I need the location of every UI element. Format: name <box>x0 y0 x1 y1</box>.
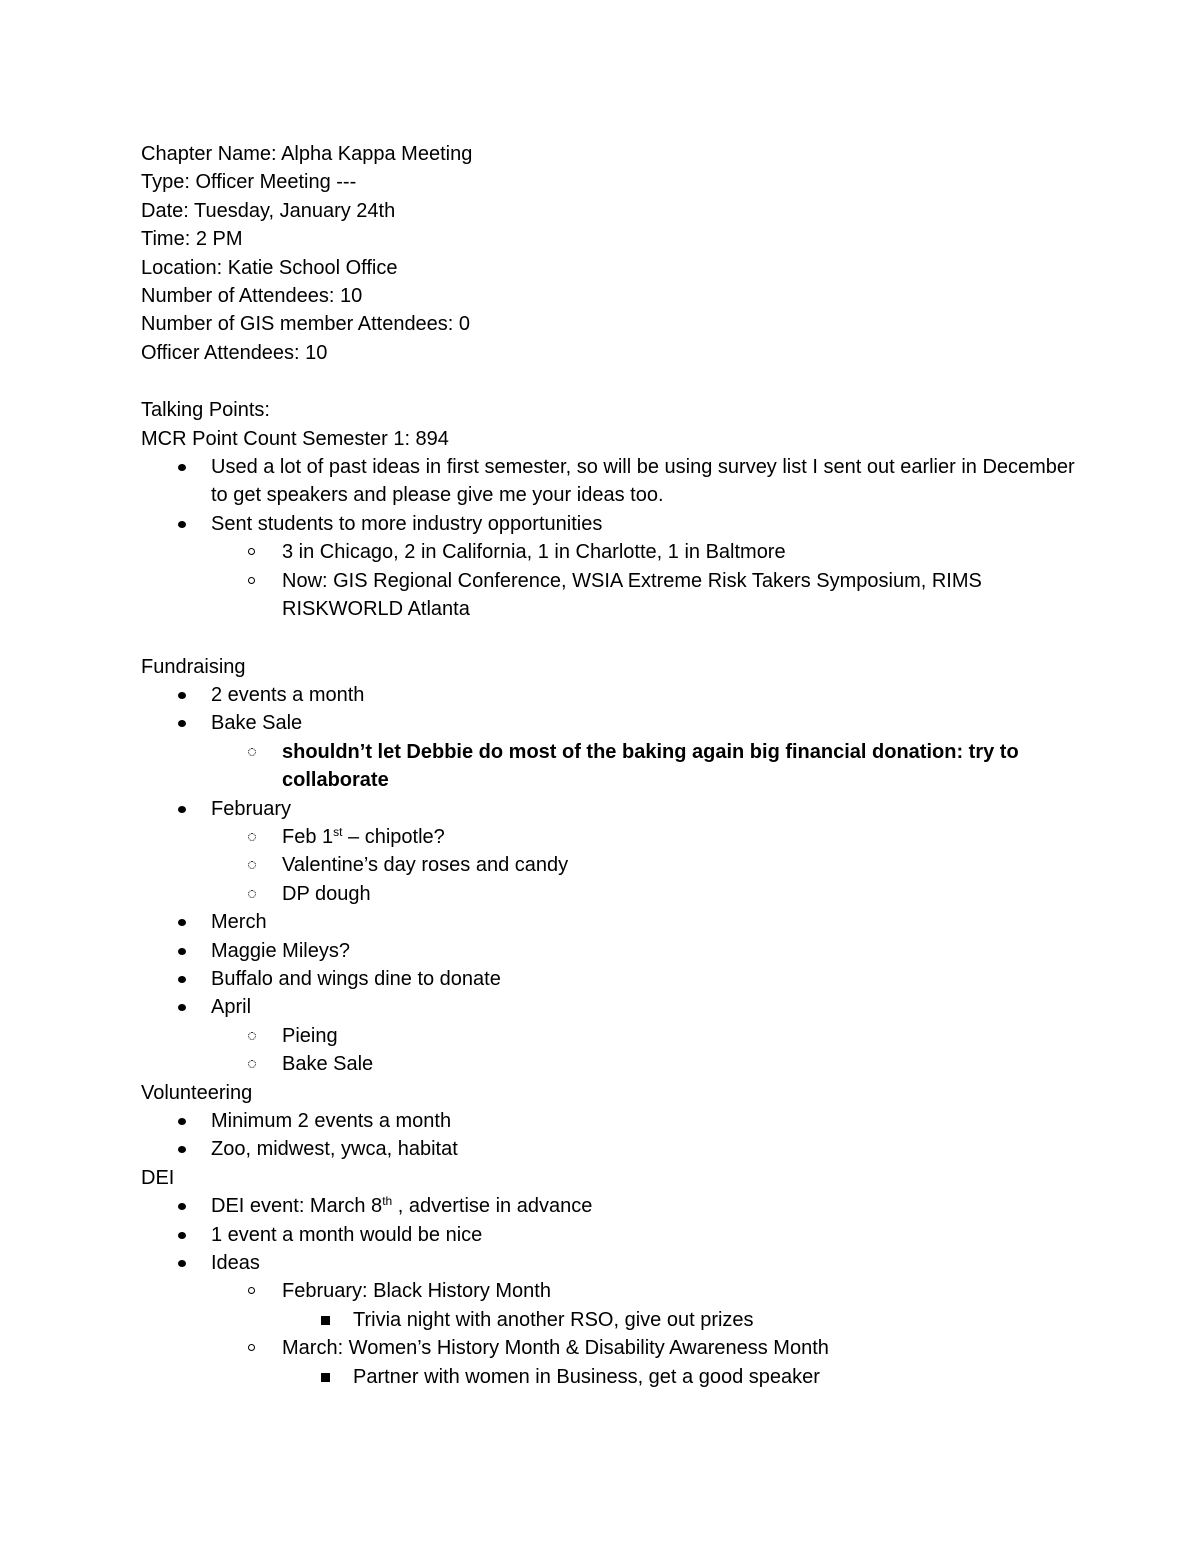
list-item-text: Merch <box>211 911 267 934</box>
bullet-dotted-circle-icon <box>246 1050 260 1078</box>
gis-attendee-count: Number of GIS member Attendees: 0 <box>141 313 471 336</box>
list-item <box>141 567 1081 624</box>
list-item <box>141 453 1081 510</box>
list-item-text: Pieing <box>282 1024 338 1047</box>
bullet-disc-icon <box>176 1192 190 1220</box>
fundraising-heading: Fundraising <box>141 655 246 678</box>
list-item-text: Maggie Mileys? <box>211 939 350 962</box>
list-item <box>141 1334 1081 1362</box>
bullet-disc-icon <box>176 681 190 709</box>
spacer <box>141 624 1081 653</box>
list-item-text: Minimum 2 events a month <box>211 1110 452 1132</box>
list-item <box>141 1050 1081 1078</box>
bullet-disc-icon <box>176 709 190 737</box>
list-item <box>141 1277 1081 1305</box>
list-item-text: Bake Sale <box>211 712 303 735</box>
list-item-text: DP dough <box>282 882 371 905</box>
spacer <box>141 367 1081 396</box>
list-item-text: shouldn’t let Debbie do most of the baking again big financial donation: try to collaborate <box>282 740 1019 792</box>
list-item-text: Bake Sale <box>282 1053 374 1076</box>
list-item-text: 2 events a month <box>211 683 365 706</box>
bullet-dotted-circle-icon <box>246 851 260 879</box>
meeting-type: Type: Officer Meeting --- <box>141 171 357 194</box>
meeting-date: Date: Tuesday, January 24th <box>141 199 396 222</box>
chapter-name: Chapter Name: Alpha Kappa Meeting <box>141 143 473 165</box>
bullet-disc-icon <box>176 1107 190 1135</box>
list-item-text: Feb 1st – chipotle? <box>282 824 445 848</box>
bullet-circle-icon <box>246 1334 260 1362</box>
bullet-disc-icon <box>176 993 190 1021</box>
bullet-disc-icon <box>176 1221 190 1249</box>
list-item-text: Buffalo and wings dine to donate <box>211 967 501 990</box>
list-item <box>141 795 1081 823</box>
meeting-location: Location: Katie School Office <box>141 256 398 279</box>
bullet-disc-icon <box>176 453 190 481</box>
list-item-text: February <box>211 797 292 820</box>
list-item-text: February: Black History Month <box>282 1280 551 1303</box>
list-item-text: Ideas <box>211 1252 260 1275</box>
list-item <box>141 823 1081 851</box>
list-item <box>141 965 1081 993</box>
list-item-text: Partner with women in Business, get a good speaker <box>353 1365 820 1388</box>
bullet-disc-icon <box>176 795 190 823</box>
meeting-time: Time: 2 PM <box>141 228 243 251</box>
list-item-text: 3 in Chicago, 2 in California, 1 in Charlotte, 1 in Baltmore <box>282 541 786 564</box>
list-item <box>141 1192 1081 1220</box>
list-item <box>141 538 1081 566</box>
list-item <box>141 709 1081 737</box>
list-item-text: Zoo, midwest, ywca, habitat <box>211 1138 458 1161</box>
bullet-circle-icon <box>246 1277 260 1305</box>
list-item <box>141 1107 1081 1135</box>
list-item-text: Now: GIS Regional Conference, WSIA Extreme Risk Takers Symposium, RIMS RISKWORLD Atlanta <box>282 569 982 621</box>
document-page <box>141 140 1081 1391</box>
list-item-text: 1 event a month would be nice <box>211 1223 483 1246</box>
list-item-text: Used a lot of past ideas in first semester, so will be using survey list I sent out earlier in December to get speakers and please give me your ideas too. <box>211 456 1075 507</box>
bullet-disc-icon <box>176 965 190 993</box>
list-item-text: March: Women’s History Month & Disability Awareness Month <box>282 1337 829 1360</box>
officer-attendee-count: Officer Attendees: 10 <box>141 341 328 364</box>
volunteering-heading: Volunteering <box>141 1081 253 1104</box>
mcr-point-count: MCR Point Count Semester 1: 894 <box>141 427 449 450</box>
bullet-dotted-circle-icon <box>246 880 260 908</box>
bullet-disc-icon <box>176 1135 190 1163</box>
list-item <box>141 880 1081 908</box>
bullet-square-icon <box>319 1363 333 1391</box>
list-item <box>141 937 1081 965</box>
list-item-text: Valentine’s day roses and candy <box>282 854 569 877</box>
list-item-text: April <box>211 996 252 1019</box>
list-item <box>141 1022 1081 1050</box>
list-item <box>141 908 1081 936</box>
bullet-dotted-circle-icon <box>246 823 260 851</box>
list-item-text: DEI event: March 8th , advertise in advance <box>211 1194 593 1218</box>
bullet-circle-icon <box>246 567 260 595</box>
list-item <box>141 1221 1081 1249</box>
list-item <box>141 993 1081 1021</box>
bullet-circle-icon <box>246 538 260 566</box>
bullet-disc-icon <box>176 1249 190 1277</box>
list-item-text: Trivia night with another RSO, give out prizes <box>353 1308 754 1331</box>
list-item <box>141 1363 1081 1391</box>
list-item <box>141 738 1081 795</box>
list-item <box>141 510 1081 538</box>
bullet-disc-icon <box>176 510 190 538</box>
list-item <box>141 1135 1081 1163</box>
list-item <box>141 681 1081 709</box>
attendee-count: Number of Attendees: 10 <box>141 285 363 308</box>
list-item <box>141 851 1081 879</box>
bullet-dotted-circle-icon <box>246 1022 260 1050</box>
bullet-disc-icon <box>176 908 190 936</box>
dei-heading: DEI <box>141 1166 175 1189</box>
list-item-text: Sent students to more industry opportunities <box>211 512 603 535</box>
bullet-disc-icon <box>176 937 190 965</box>
bullet-dotted-circle-icon <box>246 738 260 766</box>
bullet-square-icon <box>319 1306 333 1334</box>
list-item <box>141 1249 1081 1277</box>
list-item <box>141 1306 1081 1334</box>
talking-points-heading: Talking Points: <box>141 399 270 422</box>
